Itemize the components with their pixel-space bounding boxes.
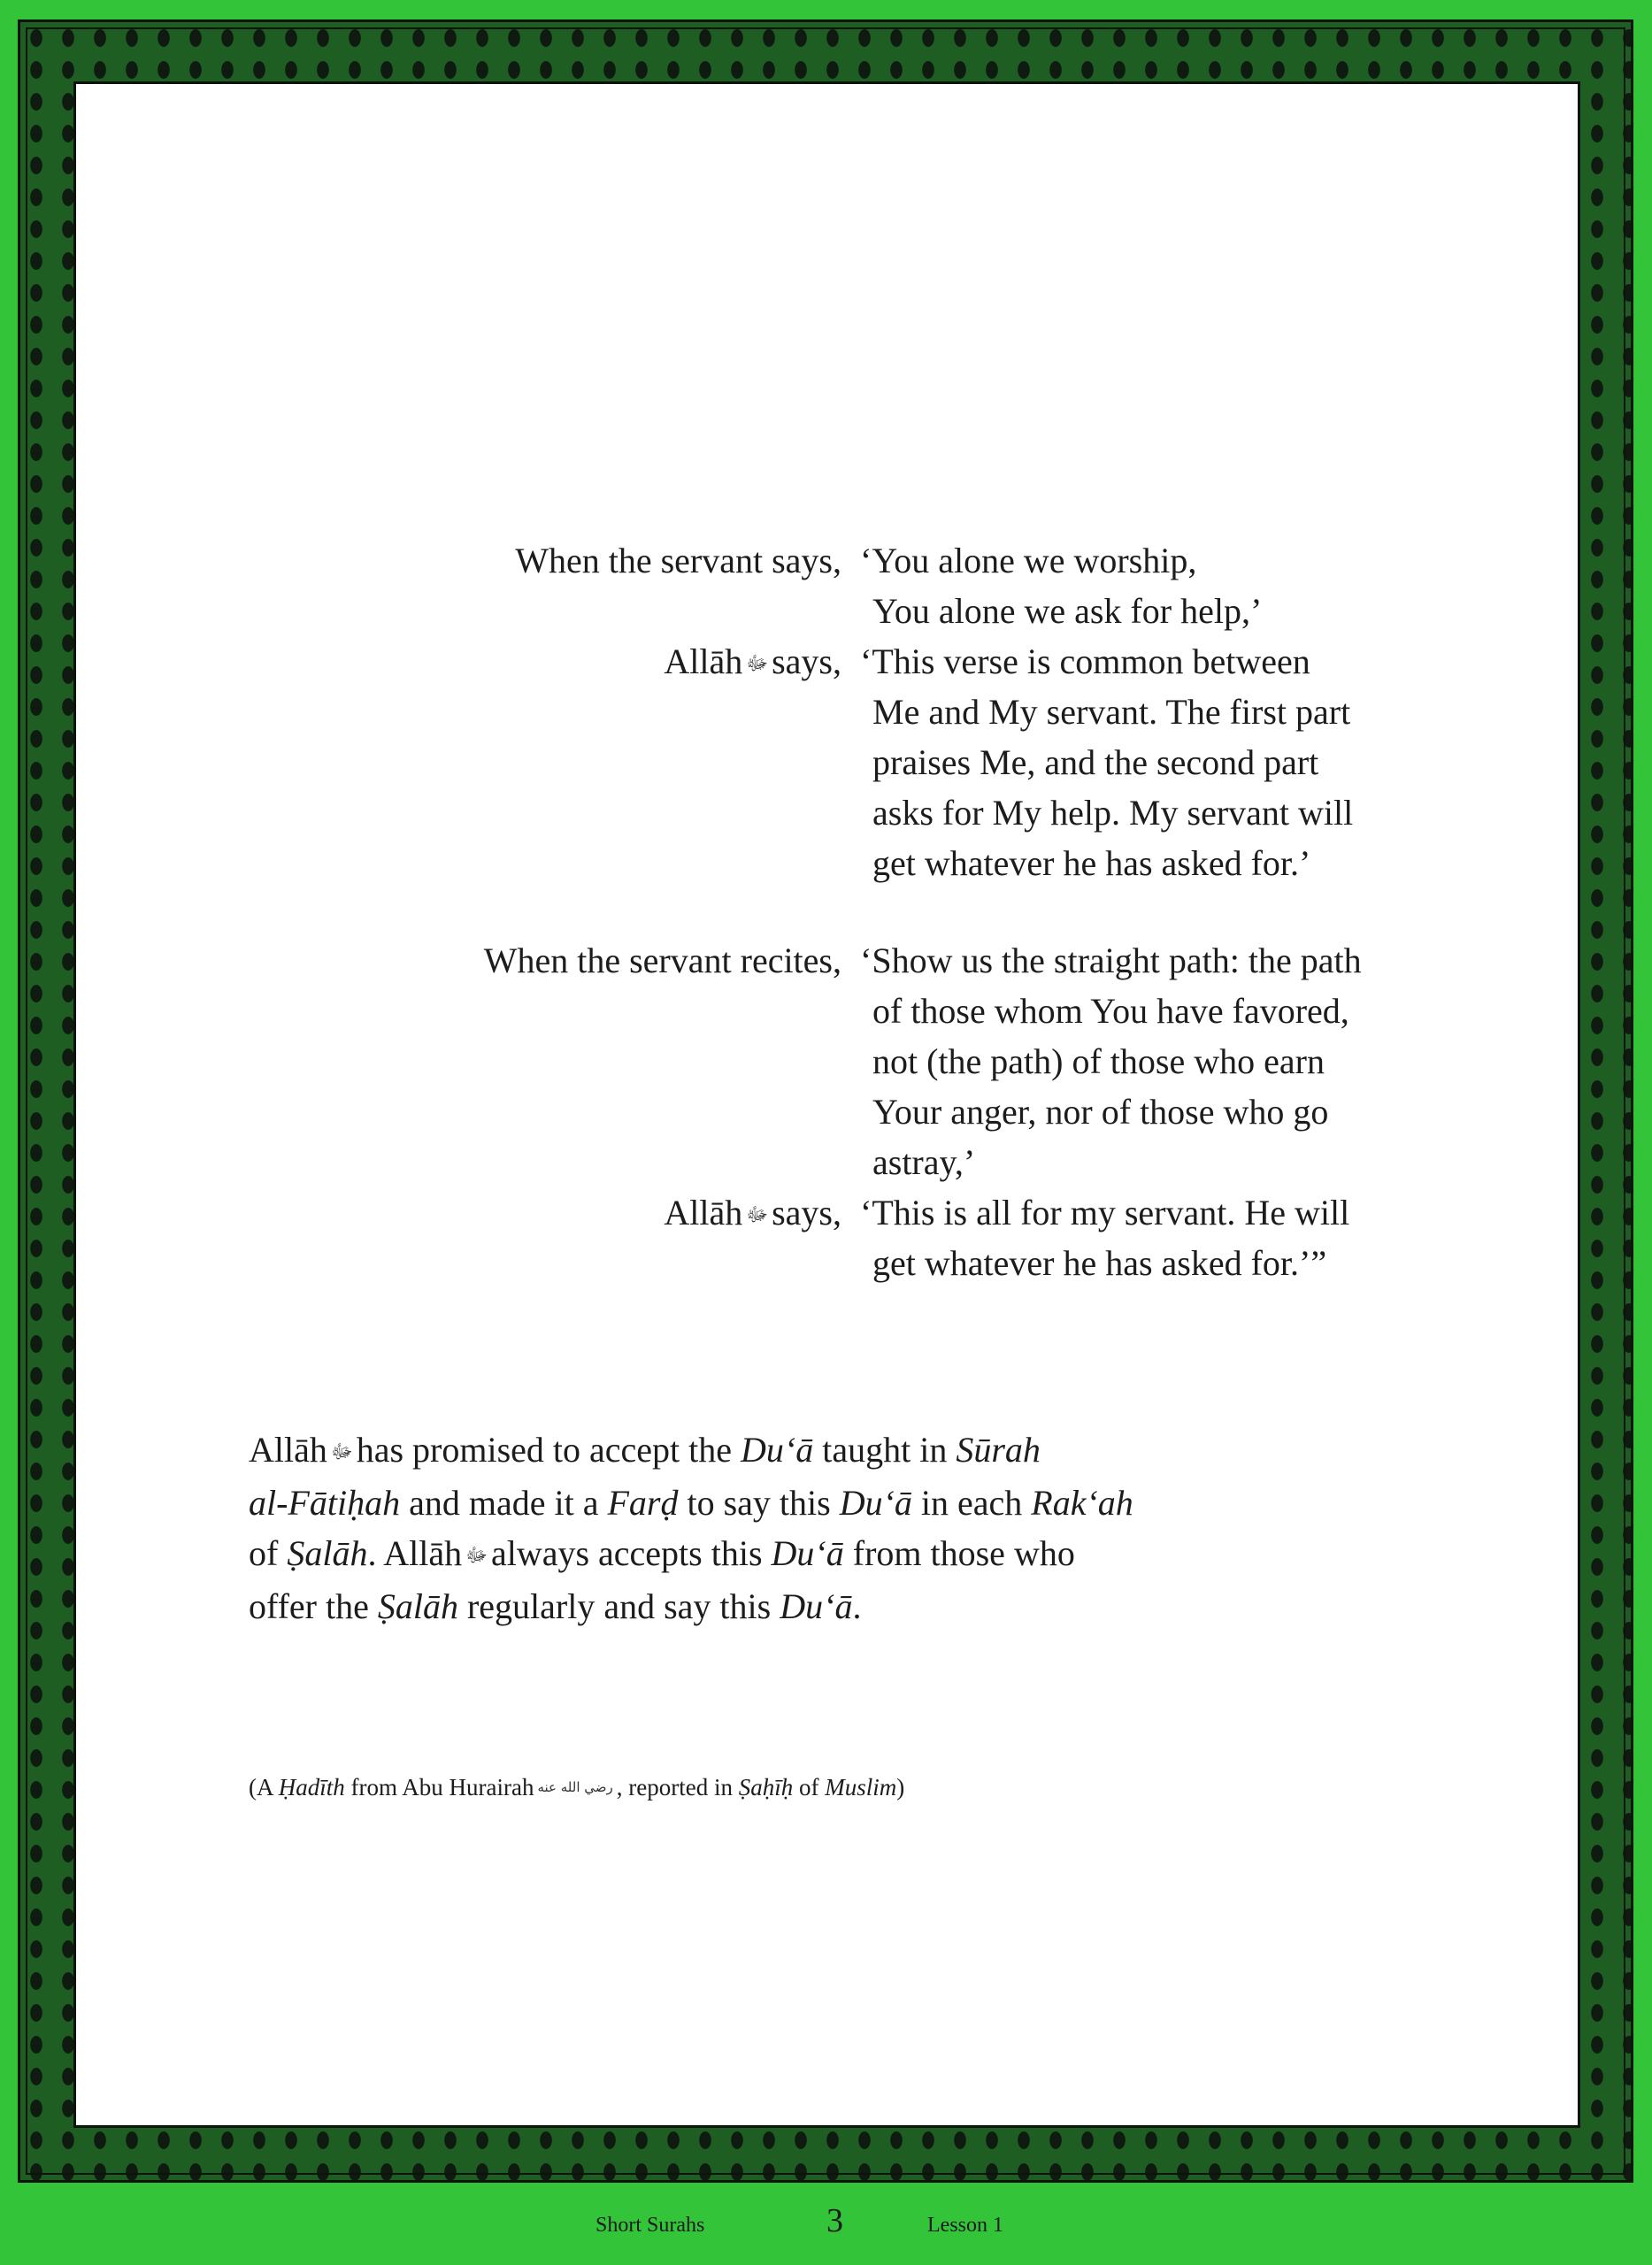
text-run: . bbox=[852, 1586, 862, 1626]
quote-line: Me and My servant. The first part bbox=[872, 692, 1351, 732]
term-italic: Du‘ā bbox=[771, 1533, 844, 1573]
verse-quote bbox=[860, 636, 1353, 888]
quote-line: get whatever he has asked for.’” bbox=[872, 1243, 1327, 1283]
term-italic: Ṣaḥīḥ bbox=[738, 1774, 794, 1800]
quote-line: ‘Show us the straight path: the path bbox=[860, 941, 1362, 980]
page-number: 3 bbox=[826, 2202, 843, 2239]
speaker-verb: says, bbox=[772, 641, 841, 681]
term-italic: Du‘ā bbox=[741, 1430, 814, 1470]
quote-line: Your anger, nor of those who go bbox=[872, 1092, 1329, 1132]
speaker-verb: says, bbox=[772, 1193, 841, 1232]
honorific-glyph: رضي الله عنه bbox=[537, 1779, 613, 1795]
quote-line: ‘This is all for my servant. He will bbox=[860, 1193, 1350, 1232]
text-run: always accepts this bbox=[490, 1533, 763, 1573]
term-italic: Muslim bbox=[825, 1774, 897, 1800]
quote-line: ‘You alone we worship, bbox=[860, 541, 1197, 580]
term-italic: Sūrah bbox=[956, 1430, 1041, 1470]
text-run: . Allāh bbox=[367, 1533, 463, 1573]
text-run: from Abu Hurairah bbox=[350, 1774, 534, 1800]
speaker-label bbox=[664, 1187, 841, 1240]
speaker-label: When the servant says, bbox=[515, 541, 841, 580]
quote-line: astray,’ bbox=[872, 1142, 976, 1182]
hadith-citation bbox=[249, 1772, 904, 1802]
term-italic: Rak‘ah bbox=[1031, 1483, 1133, 1523]
speaker-label bbox=[664, 636, 841, 689]
quote-line: of those whom You have favored, bbox=[872, 991, 1349, 1031]
term-italic: Farḍ bbox=[607, 1483, 679, 1523]
quote-line: asks for My help. My servant will bbox=[872, 793, 1354, 833]
text-run: regularly and say this bbox=[466, 1586, 772, 1626]
term-italic: Ṣalāh bbox=[377, 1586, 458, 1626]
term-italic: Ḥadīth bbox=[278, 1774, 345, 1800]
text-run: to say this bbox=[687, 1483, 831, 1523]
term-italic: Du‘ā bbox=[780, 1586, 853, 1626]
quote-line: You alone we ask for help,’ bbox=[872, 591, 1263, 631]
text-run: offer the bbox=[249, 1586, 369, 1626]
paragraph-line bbox=[249, 1528, 1425, 1581]
text-run: Allāh bbox=[249, 1430, 327, 1470]
honorific-glyph: ﷻ bbox=[330, 1441, 353, 1463]
speaker-name: Allāh bbox=[664, 1193, 743, 1232]
honorific-glyph: ﷻ bbox=[746, 1204, 769, 1226]
term-italic: al-Fātiḥah bbox=[249, 1483, 401, 1523]
text-run: in each bbox=[920, 1483, 1023, 1523]
text-run: of bbox=[798, 1774, 819, 1800]
text-run: of bbox=[249, 1533, 279, 1573]
text-run: (A bbox=[249, 1774, 273, 1800]
text-run: from those who bbox=[852, 1533, 1075, 1573]
quote-line: get whatever he has asked for.’ bbox=[872, 843, 1311, 883]
term-italic: Ṣalāh bbox=[287, 1533, 368, 1573]
quote-line: ‘This verse is common between bbox=[860, 641, 1310, 681]
text-run: , reported in bbox=[616, 1774, 733, 1800]
verse-quote bbox=[860, 1187, 1349, 1288]
quote-line: not (the path) of those who earn bbox=[872, 1041, 1325, 1081]
speaker-name: Allāh bbox=[664, 641, 743, 681]
honorific-glyph: ﷻ bbox=[746, 653, 769, 675]
text-run: and made it a bbox=[409, 1483, 599, 1523]
paragraph-line bbox=[249, 1478, 1425, 1528]
quote-line: praises Me, and the second part bbox=[872, 742, 1319, 782]
verse-quote bbox=[860, 535, 1262, 636]
text-run: has promised to accept the bbox=[356, 1430, 733, 1470]
honorific-glyph: ﷻ bbox=[465, 1545, 488, 1567]
paragraph-line bbox=[249, 1581, 1425, 1632]
speaker-label: When the servant recites, bbox=[483, 941, 841, 980]
term-italic: Du‘ā bbox=[839, 1483, 912, 1523]
page-footer bbox=[0, 2201, 1652, 2246]
footer-lesson: Lesson 1 bbox=[927, 2214, 1003, 2237]
footer-book-title: Short Surahs bbox=[595, 2214, 705, 2237]
text-run: ) bbox=[896, 1774, 905, 1800]
summary-paragraph bbox=[249, 1424, 1425, 1632]
paragraph-line bbox=[249, 1424, 1425, 1478]
verse-quote bbox=[860, 935, 1362, 1187]
page bbox=[76, 84, 1578, 2125]
text-run: taught in bbox=[822, 1430, 948, 1470]
